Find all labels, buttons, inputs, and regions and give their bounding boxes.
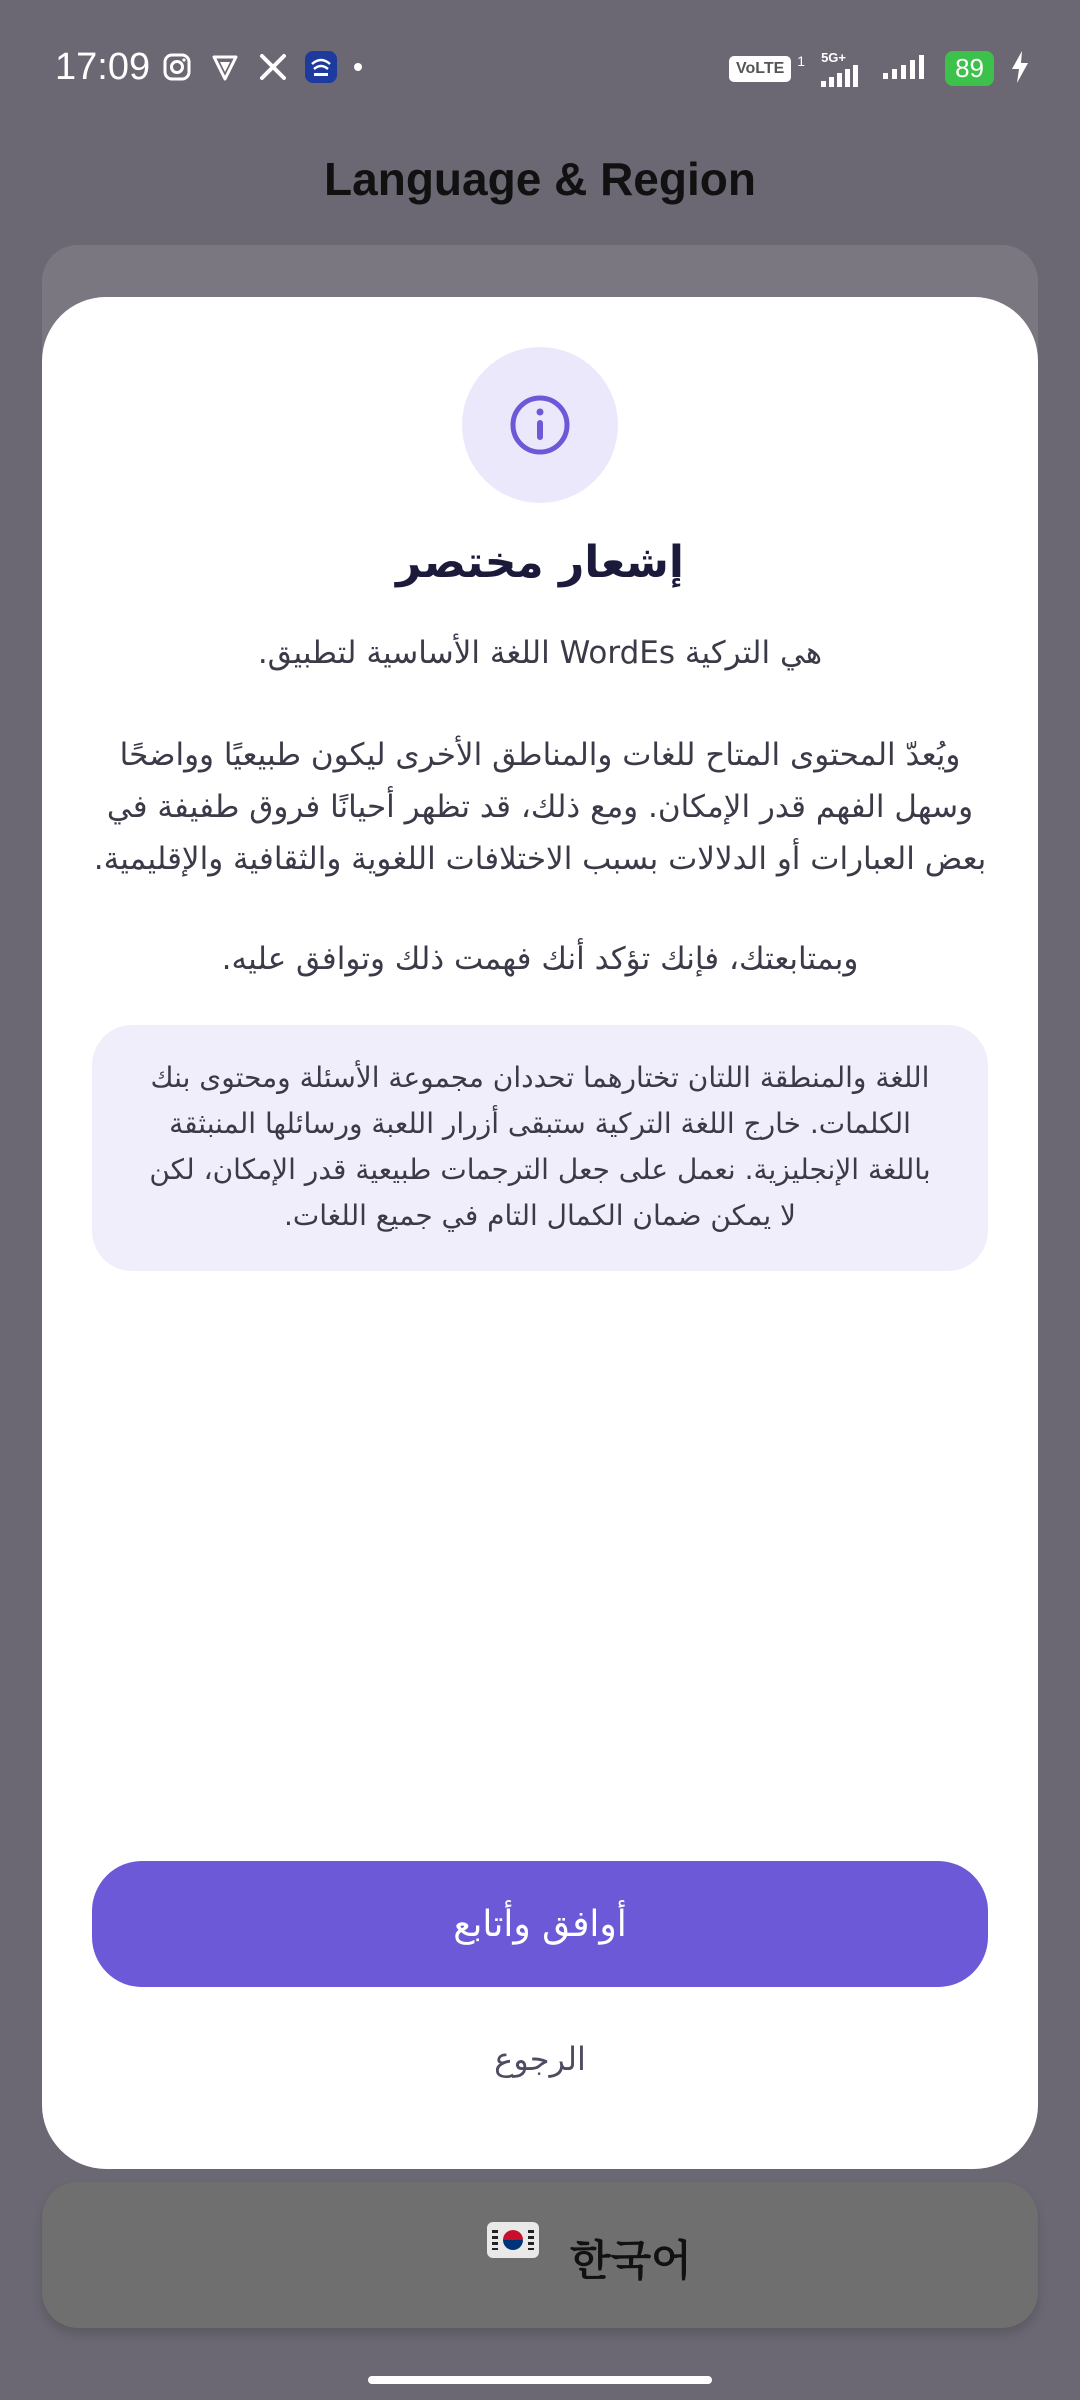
network-type: 5G+: [821, 50, 847, 65]
language-label: 한국어: [570, 2236, 692, 2285]
instagram-icon: [160, 50, 194, 84]
app-notification-icon: [304, 50, 338, 84]
system-status-icons: [729, 50, 1030, 87]
battery-level: 89: [945, 51, 994, 86]
notification-icons: [160, 50, 364, 84]
dialog-body: [92, 627, 988, 985]
status-bar: [0, 0, 1080, 130]
charging-bolt-icon: [1010, 51, 1030, 87]
signal-5g-icon: [821, 50, 867, 87]
note-box: اللغة والمنطقة اللتان تختارهما تحددان مجموعة الأسئلة ومحتوى بنك الكلمات. خارج اللغة التركية ستبقى أزرار اللعبة ورسائلها المنبثقة باللغة الإنجليزية. نعمل على جعل الترجمات طبيعية قدر الإمكان، لكن لا يمكن ضمان الكمال التام في جميع اللغات.: [92, 1025, 988, 1271]
korea-flag-icon: [487, 2222, 539, 2258]
volte-badge: VoLTE: [729, 56, 791, 82]
home-indicator[interactable]: [368, 2376, 712, 2384]
vpn-shield-icon: [208, 50, 242, 84]
dialog-title: إشعار مختصر: [396, 537, 684, 588]
page-title: Language & Region: [324, 153, 756, 205]
back-button[interactable]: الرجوع: [494, 2040, 586, 2078]
agree-continue-button[interactable]: أوافق وأتابع: [92, 1861, 988, 1987]
sim-number: 1: [797, 52, 806, 69]
signal-strength-icon: [883, 55, 929, 83]
language-option-korean: [42, 2182, 1038, 2328]
dialog-paragraph: وبمتابعتك، فإنك تؤكد أنك فهمت ذلك وتوافق عليه.: [221, 941, 859, 977]
dialog-paragraph: هي التركية WordEs اللغة الأساسية لتطبيق.: [257, 635, 823, 671]
x-twitter-icon: [256, 50, 290, 84]
app-header: [0, 130, 1080, 252]
info-icon: [462, 347, 618, 503]
more-notifications-dot-icon: [352, 50, 364, 84]
notice-dialog: [42, 297, 1038, 2169]
dialog-paragraph: ويُعدّ المحتوى المتاح للغات والمناطق الأخرى ليكون طبيعيًا وواضحًا وسهل الفهم قدر الإمكان. ومع ذلك، قد تظهر أحيانًا فروق طفيفة في بعض العبارات أو الدلالات بسبب الاختلافات اللغوية والثقافية والإقليمية.: [93, 737, 987, 877]
status-time: 17:09: [55, 46, 151, 88]
